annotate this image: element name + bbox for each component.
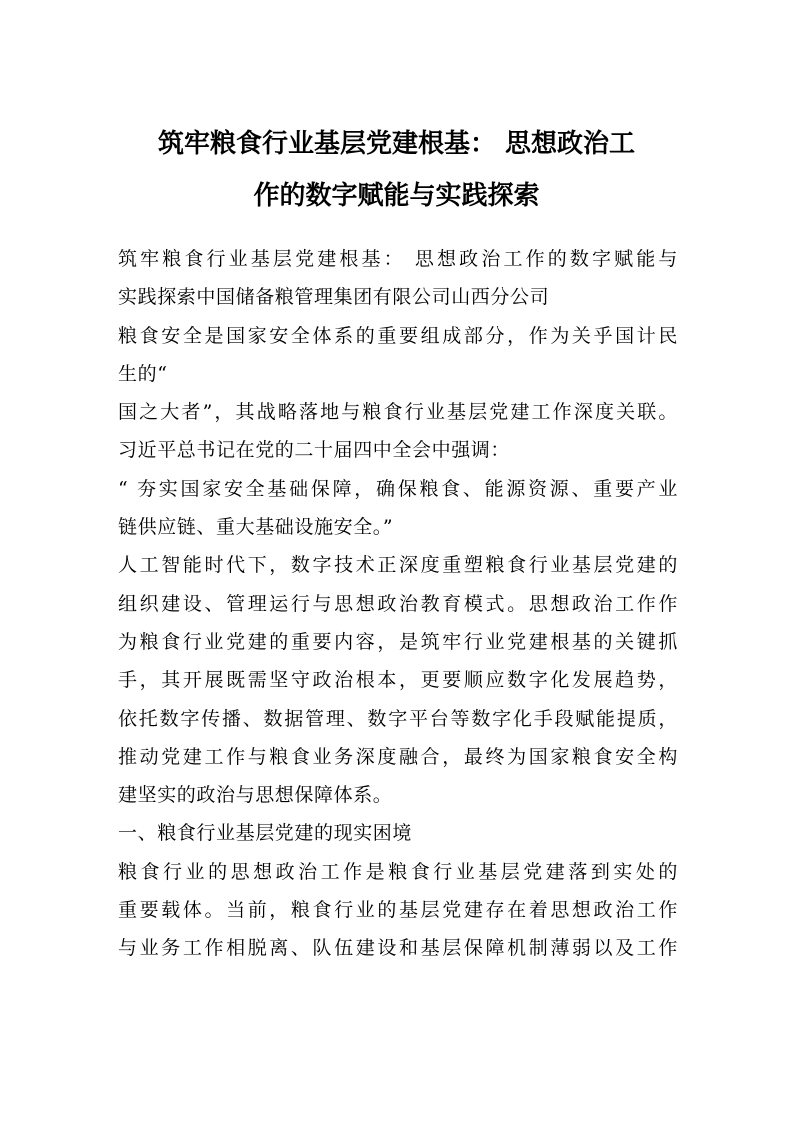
body-line: 组织建设、管理运行与思想政治教育模式。思想政治工作作 [118, 592, 678, 615]
body-line: 实践探索中国储备粮管理集团有限公司山西分公司 [118, 286, 550, 309]
body-line: 推动党建工作与粮食业务深度融合，最终为国家粮食安全构 [118, 745, 678, 768]
body-line: 国之大者”，其战略落地与粮食行业基层党建工作深度关联。 [118, 401, 678, 424]
body-line: 筑牢粮食行业基层党建根基： 思想政治工作的数字赋能与 [118, 248, 678, 270]
document-title [110, 118, 683, 222]
body-line: 与业务工作相脱离、队伍建设和基层保障机制薄弱以及工作 [118, 937, 678, 960]
body-line: “ 夯实国家安全基础保障，确保粮食、能源资源、重要产业 [118, 477, 678, 500]
body-line: 人工智能时代下，数字技术正深度重塑粮食行业基层党建的 [118, 554, 678, 577]
body-line: 重要载体。当前，粮食行业的基层党建存在着思想政治工作 [118, 899, 678, 922]
body-line: 建坚实的政治与思想保障体系。 [118, 784, 393, 807]
body-line: 粮食行业的思想政治工作是粮食行业基层党建落到实处的 [118, 860, 678, 883]
title-line-1: 筑牢粮食行业基层党建根基： 思想政治工 [157, 129, 636, 159]
section-heading: 一、粮食行业基层党建的现实困境 [118, 822, 413, 845]
title-line-2: 作的数字赋能与实践探索 [253, 181, 540, 211]
body-line: 习近平总书记在党的二十届四中全会中强调： [118, 439, 511, 462]
document-body [118, 240, 678, 968]
body-line: 依托数字传播、数据管理、数字平台等数字化手段赋能提质， [118, 707, 678, 730]
body-line: 生的“ [118, 362, 168, 385]
body-line: 手，其开展既需坚守政治根本，更要顺应数字化发展趋势， [118, 669, 678, 692]
body-line: 为粮食行业党建的重要内容，是筑牢行业党建根基的关键抓 [118, 630, 678, 653]
body-line: 链供应链、重大基础设施安全。” [118, 516, 394, 539]
body-line: 粮食安全是国家安全体系的重要组成部分，作为关乎国计民 [118, 324, 678, 347]
